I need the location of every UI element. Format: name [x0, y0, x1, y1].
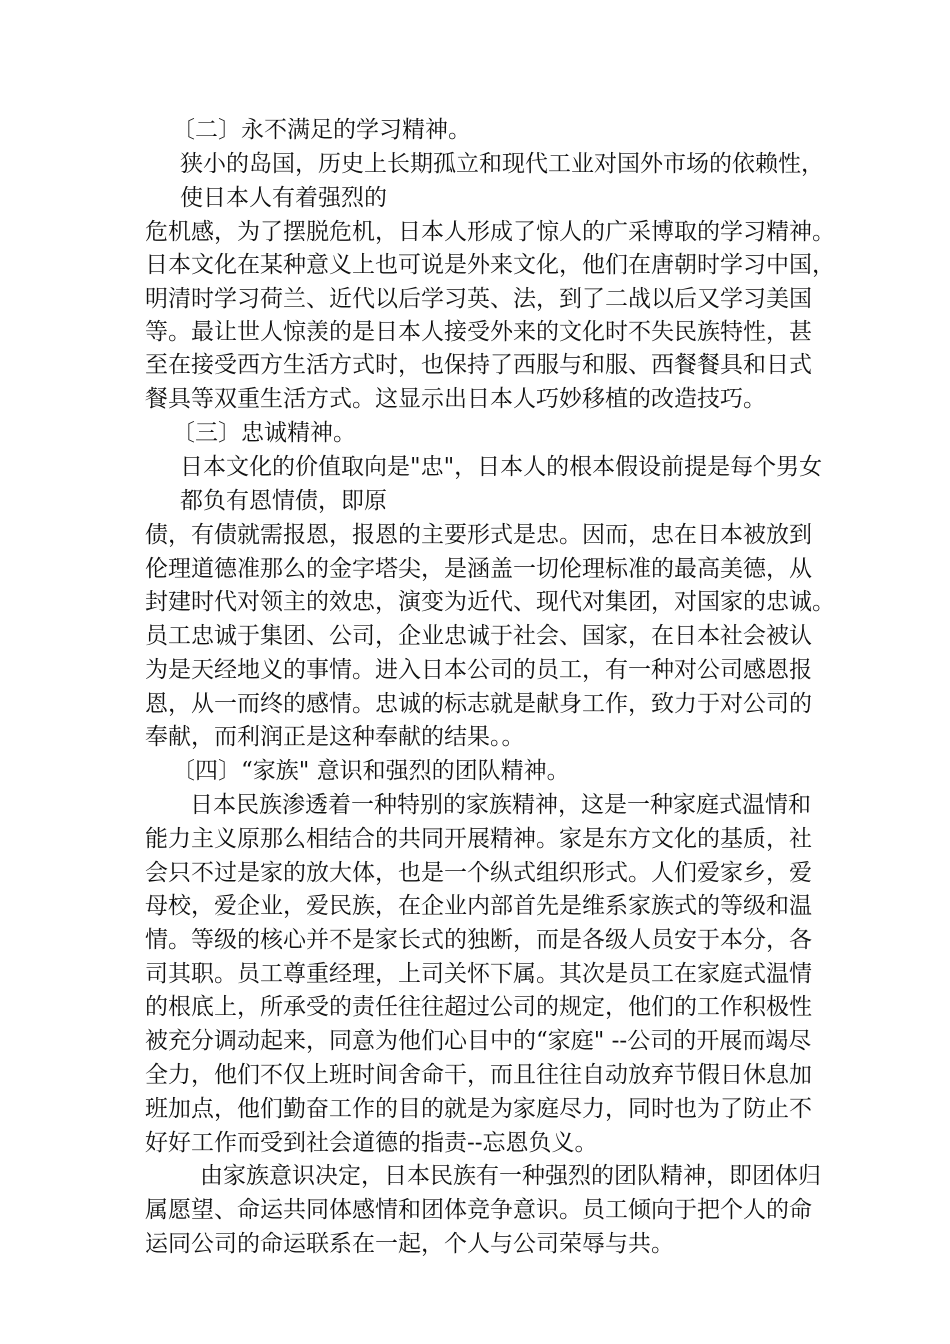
paragraph-line: 恩，从一而终的感情。忠诚的标志就是献身工作，致力于对公司的 — [145, 691, 812, 717]
paragraph-line: 奉献，而利润正是这种奉献的结果。。 — [145, 724, 525, 750]
paragraph-line: 由家族意识决定，日本民族有一种强烈的团队精神，即团体归 — [200, 1163, 821, 1189]
paragraph-line: 运同公司的命运联系在一起，个人与公司荣辱与共。 — [145, 1231, 674, 1257]
paragraph-line: 班加点，他们勤奋工作的目的就是为家庭尽力，同时也为了防止不 — [145, 1096, 812, 1122]
paragraph-line: 属愿望、命运共同体感情和团体竞争意识。员工倾向于把个人的命 — [145, 1197, 812, 1223]
paragraph-line: 明清时学习荷兰、近代以后学习英、法，到了二战以后又学习美国 — [145, 286, 812, 312]
paragraph-line: 员工忠诚于集团、公司，企业忠诚于社会、国家，在日本社会被认 — [145, 623, 812, 649]
paragraph-line: 会只不过是家的放大体，也是一个纵式组织形式。人们爱家乡，爱 — [145, 860, 812, 886]
paragraph-line: 狭小的岛国，历史上长期孤立和现代工业对国外市场的依赖性， — [180, 151, 824, 177]
paragraph-line: 都负有恩情债，即原 — [180, 488, 387, 514]
paragraph-line: 危机感，为了摆脱危机，日本人形成了惊人的广采博取的学习精神。 — [145, 219, 835, 245]
paragraph-line: 封建时代对领主的效忠，演变为近代、现代对集团，对国家的忠诚。 — [145, 589, 835, 615]
paragraph-line: 至在接受西方生活方式时，也保持了西服与和服、西餐餐具和日式 — [145, 352, 812, 378]
paragraph-line: 为是天经地义的事情。进入日本公司的员工，有一种对公司感恩报 — [145, 657, 812, 683]
paragraph-line: 餐具等双重生活方式。这显示出日本人巧妙移植的改造技巧。 — [145, 386, 766, 412]
paragraph-line: 情。等级的核心并不是家长式的独断，而是各级人员安于本分，各 — [145, 927, 812, 953]
section-heading-3: 〔三〕忠诚精神。 — [172, 420, 356, 446]
paragraph-line: 母校，爱企业，爱民族，在企业内部首先是维系家族式的等级和温 — [145, 893, 812, 919]
paragraph-line: 日本民族渗透着一种特别的家族精神，这是一种家庭式温情和 — [190, 792, 811, 818]
paragraph-line: 被充分调动起来，同意为他们心目中的“家庭" --公司的开展而竭尽 — [145, 1028, 812, 1054]
paragraph-line: 日本文化在某种意义上也可说是外来文化，他们在唐朝时学习中国， — [145, 252, 835, 278]
section-heading-2: 〔二〕永不满足的学习精神。 — [172, 117, 471, 143]
paragraph-line: 全力，他们不仅上班时间舍命干，而且往往自动放弃节假日休息加 — [145, 1062, 812, 1088]
paragraph-line: 日本文化的价值取向是"忠"，日本人的根本假设前提是每个男女 — [180, 454, 823, 480]
section-heading-4: 〔四〕“家族" 意识和强烈的团队精神。 — [172, 758, 570, 784]
paragraph-line: 伦理道德准那么的金字塔尖，是涵盖一切伦理标准的最高美德，从 — [145, 556, 812, 582]
paragraph-line: 好好工作而受到社会道德的指责--忘恩负义。 — [145, 1130, 598, 1156]
paragraph-line: 使日本人有着强烈的 — [180, 185, 387, 211]
paragraph-line: 等。最让世人惊羡的是日本人接受外来的文化时不失民族特性，甚 — [145, 319, 812, 345]
paragraph-line: 能力主义原那么相结合的共同开展精神。家是东方文化的基质，社 — [145, 826, 812, 852]
paragraph-line: 的根底上，所承受的责任往往超过公司的规定，他们的工作积极性 — [145, 994, 812, 1020]
paragraph-line: 司其职。员工尊重经理，上司关怀下属。其次是员工在家庭式温情 — [145, 961, 812, 987]
paragraph-line: 债，有债就需报恩，报恩的主要形式是忠。因而，忠在日本被放到 — [145, 522, 812, 548]
